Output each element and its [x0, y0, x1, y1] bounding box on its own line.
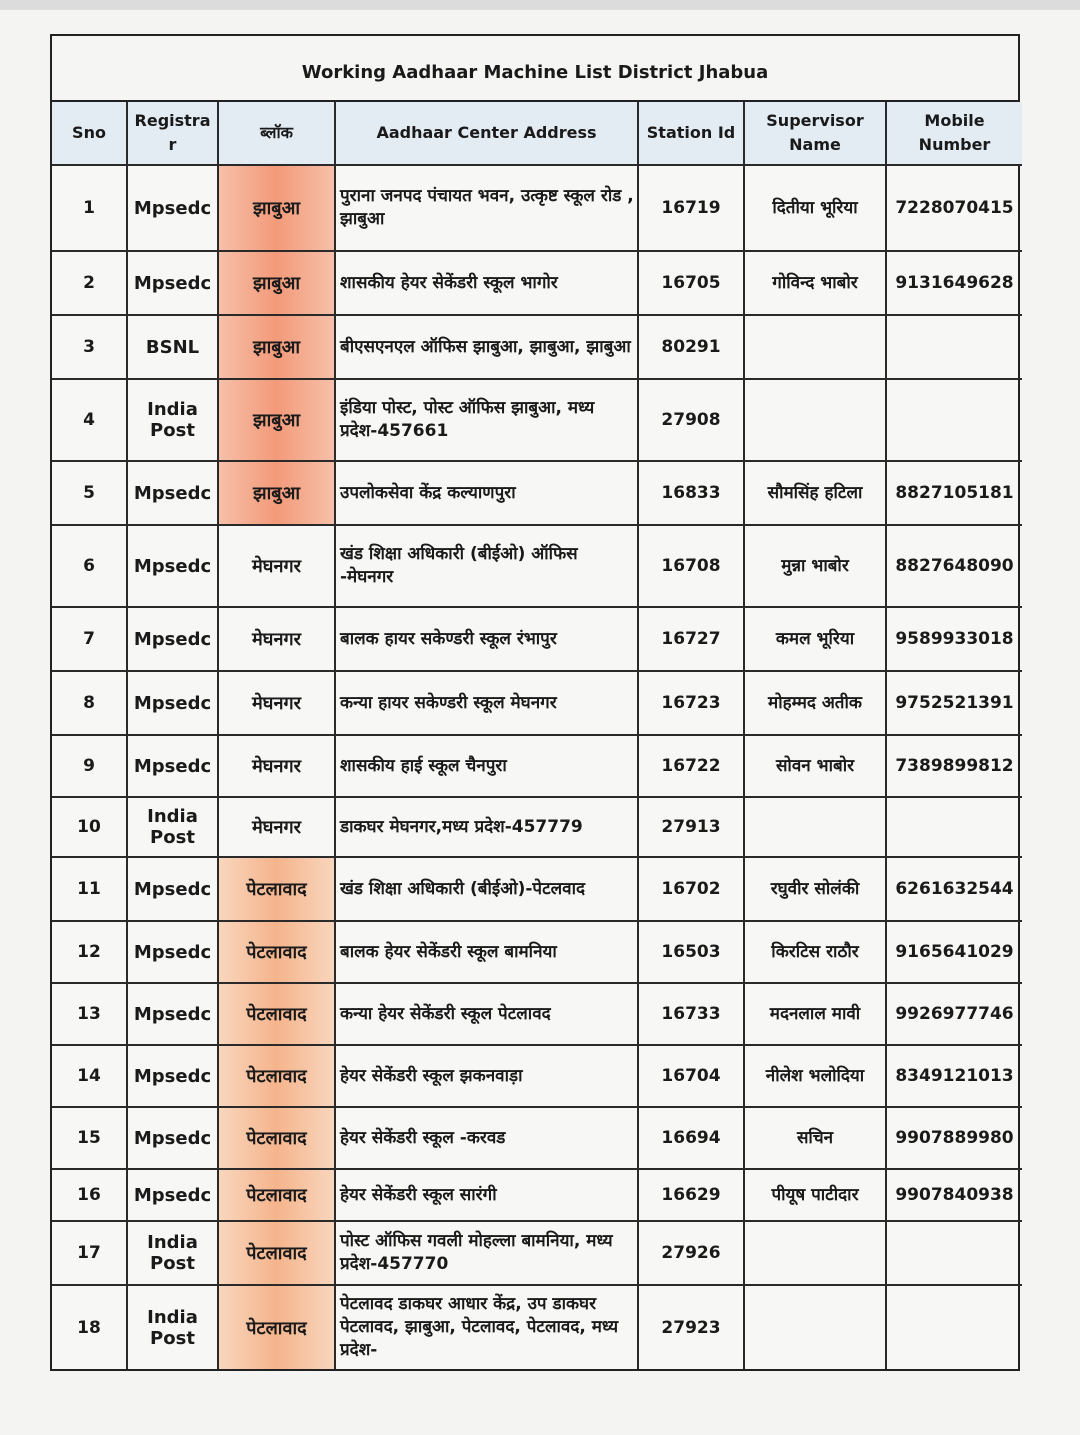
cell-station-id: 16727	[638, 607, 744, 671]
cell-mobile: 8827648090	[886, 525, 1022, 607]
table-row	[52, 607, 1022, 671]
cell-sno: 16	[52, 1169, 127, 1221]
cell-sno: 5	[52, 461, 127, 525]
cell-station-id: 16629	[638, 1169, 744, 1221]
cell-registrar: India Post	[127, 797, 218, 857]
cell-sno: 17	[52, 1221, 127, 1285]
cell-registrar: Mpsedc	[127, 251, 218, 315]
header-sno: Sno	[52, 102, 127, 165]
table-row	[52, 983, 1022, 1045]
cell-mobile	[886, 379, 1022, 461]
cell-block: पेटलावाद	[218, 983, 335, 1045]
cell-station-id: 16733	[638, 983, 744, 1045]
cell-supervisor: नीलेश भलोदिया	[744, 1045, 886, 1107]
cell-registrar: Mpsedc	[127, 671, 218, 735]
table-row	[52, 1221, 1022, 1285]
cell-mobile	[886, 1285, 1022, 1369]
header-row	[52, 102, 1022, 165]
cell-address: खंड शिक्षा अधिकारी (बीईओ)-पेटलवाद	[335, 857, 638, 921]
table-row	[52, 921, 1022, 983]
cell-sno: 2	[52, 251, 127, 315]
cell-station-id: 27913	[638, 797, 744, 857]
cell-sno: 3	[52, 315, 127, 379]
cell-supervisor: रघुवीर सोलंकी	[744, 857, 886, 921]
cell-station-id: 27923	[638, 1285, 744, 1369]
aadhaar-machine-table	[52, 102, 1022, 1369]
cell-address: खंड शिक्षा अधिकारी (बीईओ) ऑफिस -मेघनगर	[335, 525, 638, 607]
cell-address: कन्या हायर सकेण्डरी स्कूल मेघनगर	[335, 671, 638, 735]
cell-registrar: Mpsedc	[127, 983, 218, 1045]
cell-address: डाकघर मेघनगर,मध्य प्रदेश-457779	[335, 797, 638, 857]
cell-mobile: 9907889980	[886, 1107, 1022, 1169]
cell-station-id: 27908	[638, 379, 744, 461]
cell-block: पेटलावाद	[218, 921, 335, 983]
cell-sno: 15	[52, 1107, 127, 1169]
cell-sno: 9	[52, 735, 127, 797]
cell-address: हेयर सेकेंडरी स्कूल -करवड	[335, 1107, 638, 1169]
cell-address: बालक हेयर सेकेंडरी स्कूल बामनिया	[335, 921, 638, 983]
cell-mobile: 9589933018	[886, 607, 1022, 671]
table-row	[52, 525, 1022, 607]
cell-block: पेटलावाद	[218, 1045, 335, 1107]
cell-mobile: 9165641029	[886, 921, 1022, 983]
cell-sno: 6	[52, 525, 127, 607]
cell-block: झाबुआ	[218, 165, 335, 251]
cell-registrar: India Post	[127, 1221, 218, 1285]
cell-registrar: Mpsedc	[127, 857, 218, 921]
table-row	[52, 1107, 1022, 1169]
cell-block: मेघनगर	[218, 607, 335, 671]
table-row	[52, 315, 1022, 379]
cell-station-id: 16705	[638, 251, 744, 315]
cell-supervisor	[744, 797, 886, 857]
cell-supervisor: दितीया भूरिया	[744, 165, 886, 251]
cell-registrar: Mpsedc	[127, 921, 218, 983]
cell-supervisor: मदनलाल मावी	[744, 983, 886, 1045]
cell-supervisor	[744, 315, 886, 379]
header-block: ब्लॉक	[218, 102, 335, 165]
cell-block: पेटलावाद	[218, 1285, 335, 1369]
cell-mobile: 7228070415	[886, 165, 1022, 251]
cell-supervisor	[744, 1221, 886, 1285]
cell-supervisor: सौमसिंह हटिला	[744, 461, 886, 525]
cell-supervisor: सोवन भाबोर	[744, 735, 886, 797]
header-station-id: Station Id	[638, 102, 744, 165]
cell-address: इंडिया पोस्ट, पोस्ट ऑफिस झाबुआ, मध्य प्रदेश-457661	[335, 379, 638, 461]
cell-registrar: Mpsedc	[127, 607, 218, 671]
cell-mobile: 6261632544	[886, 857, 1022, 921]
cell-supervisor: गोविन्द भाबोर	[744, 251, 886, 315]
cell-supervisor: मोहम्मद अतीक	[744, 671, 886, 735]
document-sheet	[50, 34, 1020, 1371]
cell-address: पोस्ट ऑफिस गवली मोहल्ला बामनिया, मध्य प्रदेश-457770	[335, 1221, 638, 1285]
cell-registrar: Mpsedc	[127, 1107, 218, 1169]
cell-supervisor: किरटिस राठौर	[744, 921, 886, 983]
cell-station-id: 16833	[638, 461, 744, 525]
cell-supervisor: कमल भूरिया	[744, 607, 886, 671]
cell-registrar: India Post	[127, 379, 218, 461]
cell-block: मेघनगर	[218, 735, 335, 797]
table-row	[52, 671, 1022, 735]
table-row	[52, 735, 1022, 797]
cell-station-id: 16722	[638, 735, 744, 797]
cell-station-id: 16503	[638, 921, 744, 983]
cell-block: झाबुआ	[218, 461, 335, 525]
cell-mobile: 7389899812	[886, 735, 1022, 797]
table-row	[52, 1285, 1022, 1369]
cell-mobile	[886, 1221, 1022, 1285]
cell-address: उपलोकसेवा केंद्र कल्याणपुरा	[335, 461, 638, 525]
cell-supervisor: पीयूष पाटीदार	[744, 1169, 886, 1221]
cell-address: शासकीय हाई स्कूल चैनपुरा	[335, 735, 638, 797]
cell-address: पुराना जनपद पंचायत भवन, उत्कृष्ट स्कूल रोड , झाबुआ	[335, 165, 638, 251]
cell-mobile: 9926977746	[886, 983, 1022, 1045]
cell-sno: 11	[52, 857, 127, 921]
cell-block: झाबुआ	[218, 315, 335, 379]
cell-registrar: Mpsedc	[127, 461, 218, 525]
cell-sno: 13	[52, 983, 127, 1045]
cell-block: झाबुआ	[218, 251, 335, 315]
cell-registrar: Mpsedc	[127, 525, 218, 607]
header-supervisor: Supervisor Name	[744, 102, 886, 165]
cell-mobile	[886, 797, 1022, 857]
cell-block: मेघनगर	[218, 671, 335, 735]
header-registrar: Registra r	[127, 102, 218, 165]
cell-address: शासकीय हेयर सेकेंडरी स्कूल भागोर	[335, 251, 638, 315]
cell-station-id: 27926	[638, 1221, 744, 1285]
cell-supervisor	[744, 1285, 886, 1369]
header-address: Aadhaar Center Address	[335, 102, 638, 165]
cell-sno: 7	[52, 607, 127, 671]
cell-address: बालक हायर सकेण्डरी स्कूल रंभापुर	[335, 607, 638, 671]
cell-address: पेटलावद डाकघर आधार केंद्र, उप डाकघर पेटलावद, झाबुआ, पेटलावद, पेटलावद, मध्य प्रदेश-	[335, 1285, 638, 1369]
cell-block: पेटलावाद	[218, 1169, 335, 1221]
cell-sno: 1	[52, 165, 127, 251]
cell-mobile: 8827105181	[886, 461, 1022, 525]
table-row	[52, 165, 1022, 251]
cell-address: कन्या हेयर सेकेंडरी स्कूल पेटलावद	[335, 983, 638, 1045]
cell-sno: 14	[52, 1045, 127, 1107]
cell-sno: 8	[52, 671, 127, 735]
cell-registrar: Mpsedc	[127, 165, 218, 251]
cell-address: हेयर सेकेंडरी स्कूल झकनवाड़ा	[335, 1045, 638, 1107]
header-mobile: Mobile Number	[886, 102, 1022, 165]
cell-block: झाबुआ	[218, 379, 335, 461]
cell-registrar: Mpsedc	[127, 1169, 218, 1221]
cell-address: हेयर सेकेंडरी स्कूल सारंगी	[335, 1169, 638, 1221]
table-row	[52, 461, 1022, 525]
cell-sno: 18	[52, 1285, 127, 1369]
cell-supervisor: सचिन	[744, 1107, 886, 1169]
cell-station-id: 16719	[638, 165, 744, 251]
cell-mobile: 8349121013	[886, 1045, 1022, 1107]
cell-block: पेटलावाद	[218, 857, 335, 921]
cell-mobile: 9907840938	[886, 1169, 1022, 1221]
cell-station-id: 16702	[638, 857, 744, 921]
cell-station-id: 16694	[638, 1107, 744, 1169]
cell-sno: 12	[52, 921, 127, 983]
cell-mobile	[886, 315, 1022, 379]
cell-sno: 4	[52, 379, 127, 461]
table-row	[52, 1169, 1022, 1221]
cell-block: पेटलावाद	[218, 1107, 335, 1169]
table-row	[52, 379, 1022, 461]
table-row	[52, 857, 1022, 921]
cell-block: पेटलावाद	[218, 1221, 335, 1285]
document-title: Working Aadhaar Machine List District Jhabua	[52, 36, 1018, 102]
table-row	[52, 797, 1022, 857]
table-row	[52, 251, 1022, 315]
cell-registrar: India Post	[127, 1285, 218, 1369]
table-row	[52, 1045, 1022, 1107]
cell-station-id: 80291	[638, 315, 744, 379]
cell-registrar: BSNL	[127, 315, 218, 379]
cell-supervisor	[744, 379, 886, 461]
top-strip	[0, 0, 1080, 10]
cell-station-id: 16708	[638, 525, 744, 607]
cell-station-id: 16704	[638, 1045, 744, 1107]
cell-registrar: Mpsedc	[127, 735, 218, 797]
cell-block: मेघनगर	[218, 525, 335, 607]
cell-mobile: 9752521391	[886, 671, 1022, 735]
cell-address: बीएसएनएल ऑफिस झाबुआ, झाबुआ, झाबुआ	[335, 315, 638, 379]
cell-registrar: Mpsedc	[127, 1045, 218, 1107]
cell-block: मेघनगर	[218, 797, 335, 857]
cell-station-id: 16723	[638, 671, 744, 735]
cell-supervisor: मुन्ना भाबोर	[744, 525, 886, 607]
cell-sno: 10	[52, 797, 127, 857]
cell-mobile: 9131649628	[886, 251, 1022, 315]
